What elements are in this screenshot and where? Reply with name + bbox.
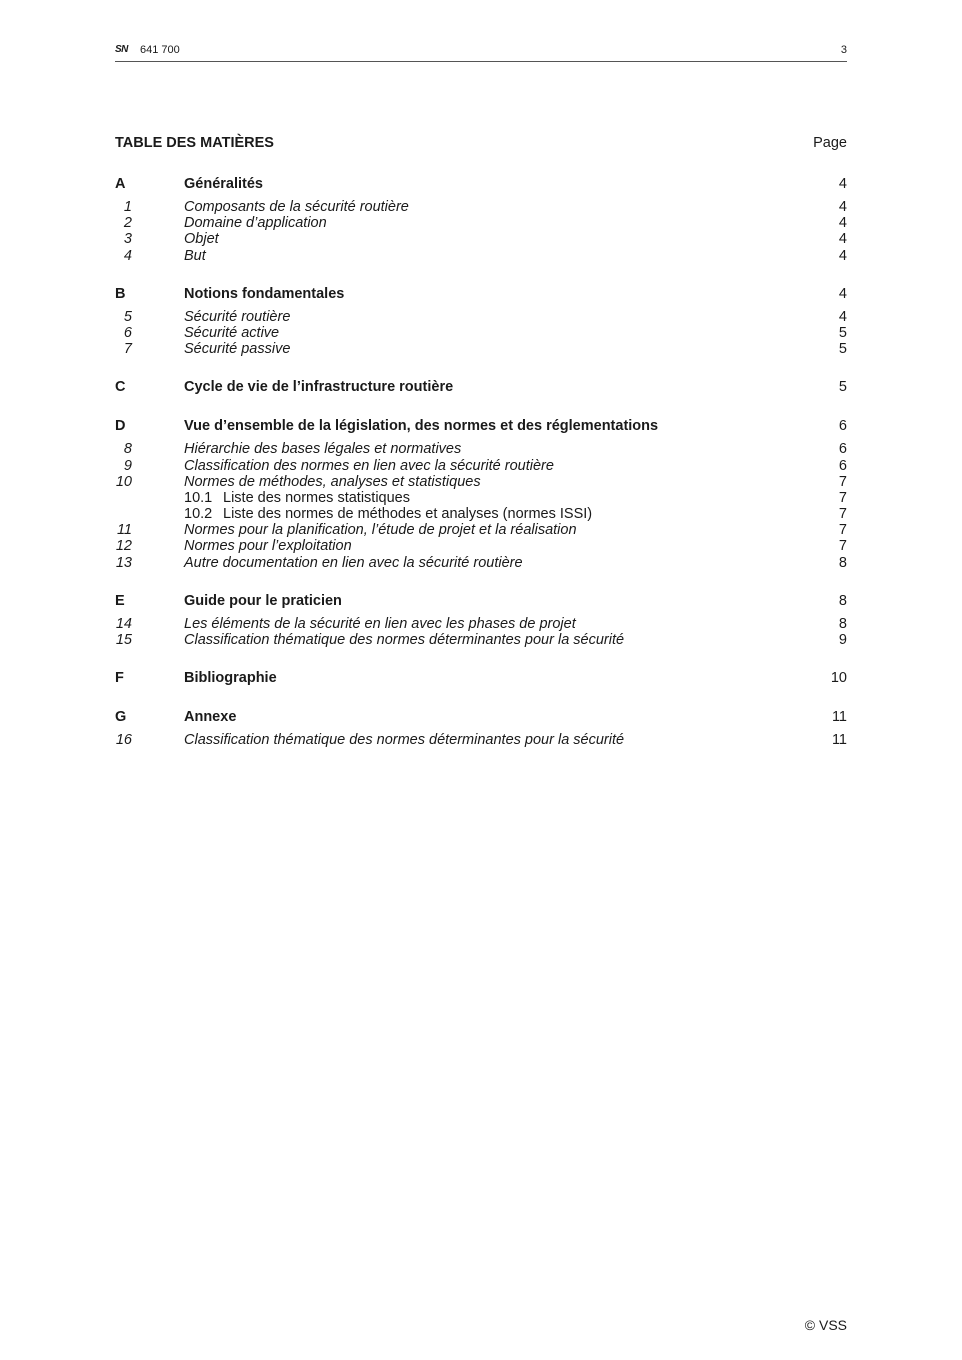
section-page: 4: [838, 285, 847, 302]
toc-section: [115, 669, 847, 687]
section-title: Bibliographie: [184, 670, 277, 687]
toc-section-heading: [115, 592, 847, 610]
item-page: 6: [838, 441, 847, 458]
toc-section-heading: [115, 378, 847, 396]
item-number: 2: [123, 215, 132, 232]
item-page: 5: [838, 341, 847, 358]
toc-item: [115, 215, 847, 231]
section-title: Annexe: [184, 709, 237, 726]
toc-section: [115, 417, 847, 571]
toc-item: [115, 616, 847, 632]
toc-item: [115, 522, 847, 538]
toc-item: [115, 231, 847, 247]
document-number: 641 700: [140, 44, 180, 56]
section-title: Notions fondamentales: [184, 285, 345, 302]
item-title: Composants de la sécurité routière: [184, 199, 409, 215]
item-title: Normes pour la planification, l’étude de projet et la réalisation: [184, 522, 577, 539]
toc-item: [115, 732, 847, 748]
toc-section: [115, 378, 847, 396]
table-of-contents: [115, 135, 847, 769]
toc-subitem: [115, 490, 847, 506]
toc-item: [115, 325, 847, 341]
item-page: 11: [831, 732, 847, 749]
item-title: Classification thématique des normes déterminantes pour la sécurité: [184, 732, 625, 749]
toc-item: [115, 458, 847, 474]
section-title: Cycle de vie de l’infrastructure routière: [184, 379, 454, 396]
item-page: 7: [838, 473, 847, 490]
item-page: 5: [838, 324, 847, 341]
item-number: 15: [115, 632, 132, 648]
item-title: Classification des normes en lien avec la sécurité routière: [184, 457, 554, 474]
item-title: Normes de méthodes, analyses et statistiques: [184, 473, 481, 490]
item-title: Classification thématique des normes déterminantes pour la sécurité: [184, 632, 625, 648]
item-number: 5: [123, 308, 132, 325]
item-number: 10: [115, 473, 132, 490]
section-letter: G: [115, 709, 127, 726]
toc-page-column-header: Page: [813, 135, 847, 151]
subitem-page: 7: [838, 506, 847, 523]
item-number: 6: [123, 324, 132, 341]
item-number: 4: [123, 247, 132, 264]
item-page: 4: [838, 215, 847, 232]
section-letter: F: [115, 670, 124, 687]
item-title: Sécurité routière: [184, 308, 291, 325]
copyright-footer: © VSS: [804, 1317, 847, 1333]
section-letter: C: [115, 379, 126, 396]
section-page: 10: [830, 670, 847, 687]
item-number: 12: [115, 538, 132, 555]
item-title: Normes pour l’exploitation: [184, 538, 352, 555]
toc-item: [115, 555, 847, 571]
item-number: 3: [123, 231, 132, 248]
section-title: Généralités: [184, 176, 263, 192]
toc-item: [115, 474, 847, 490]
item-page: 9: [838, 632, 847, 648]
section-page: 4: [838, 176, 847, 192]
item-number: 9: [123, 457, 132, 474]
page-header: [115, 42, 847, 62]
section-letter: E: [115, 592, 125, 609]
toc-section: [115, 285, 847, 358]
item-page: 7: [838, 538, 847, 555]
item-title: Sécurité active: [184, 324, 280, 341]
section-title: Vue d’ensemble de la législation, des normes et des réglementations: [184, 418, 659, 435]
snv-logo: SN: [115, 44, 128, 55]
item-title: Hiérarchie des bases légales et normatives: [184, 441, 462, 458]
toc-section-heading: [115, 285, 847, 303]
toc-item: [115, 341, 847, 357]
toc-item: [115, 441, 847, 457]
item-title: Objet: [184, 231, 219, 248]
item-page: 7: [838, 522, 847, 539]
item-page: 4: [838, 308, 847, 325]
subitem-number: 10.1: [184, 489, 213, 506]
item-title: But: [184, 247, 206, 264]
item-page: 8: [838, 554, 847, 571]
item-number: 14: [115, 615, 132, 632]
toc-title: TABLE DES MATIÈRES: [115, 135, 274, 151]
section-page: 11: [831, 709, 847, 726]
item-title: Autre documentation en lien avec la sécurité routière: [184, 554, 523, 571]
toc-item: [115, 199, 847, 215]
item-number: 11: [116, 522, 132, 539]
section-title: Guide pour le praticien: [184, 592, 342, 609]
toc-item: [115, 248, 847, 264]
toc-section-heading: [115, 417, 847, 435]
item-page: 4: [838, 247, 847, 264]
toc-item: [115, 632, 847, 648]
item-page: 4: [838, 231, 847, 248]
item-page: 8: [838, 615, 847, 632]
toc-sections: [115, 175, 847, 748]
subitem-title: Liste des normes statistiques: [223, 489, 410, 506]
item-title: Sécurité passive: [184, 341, 291, 358]
toc-section-heading: [115, 175, 847, 193]
item-page: 4: [838, 199, 847, 215]
toc-section: [115, 592, 847, 648]
toc-section: [115, 708, 847, 748]
subitem-page: 7: [838, 489, 847, 506]
item-number: 16: [115, 732, 132, 749]
toc-header-row: [115, 135, 847, 153]
item-number: 8: [123, 441, 132, 458]
section-letter: D: [115, 418, 126, 435]
section-page: 8: [838, 592, 847, 609]
item-number: 7: [123, 341, 132, 358]
item-title: Domaine d’application: [184, 215, 327, 232]
section-page: 5: [838, 379, 847, 396]
toc-subitem: [115, 506, 847, 522]
item-page: 6: [838, 457, 847, 474]
section-page: 6: [838, 418, 847, 435]
subitem-title: Liste des normes de méthodes et analyses (normes ISSI): [223, 506, 593, 523]
page-number: 3: [840, 44, 847, 56]
section-letter: B: [115, 285, 126, 302]
toc-item: [115, 309, 847, 325]
item-number: 1: [123, 199, 132, 215]
item-number: 13: [115, 554, 132, 571]
item-title: Les éléments de la sécurité en lien avec les phases de projet: [184, 615, 576, 632]
section-letter: A: [115, 176, 126, 192]
toc-section-heading: [115, 708, 847, 726]
toc-section: [115, 175, 847, 264]
subitem-number: 10.2: [184, 506, 213, 523]
toc-section-heading: [115, 669, 847, 687]
toc-item: [115, 538, 847, 554]
